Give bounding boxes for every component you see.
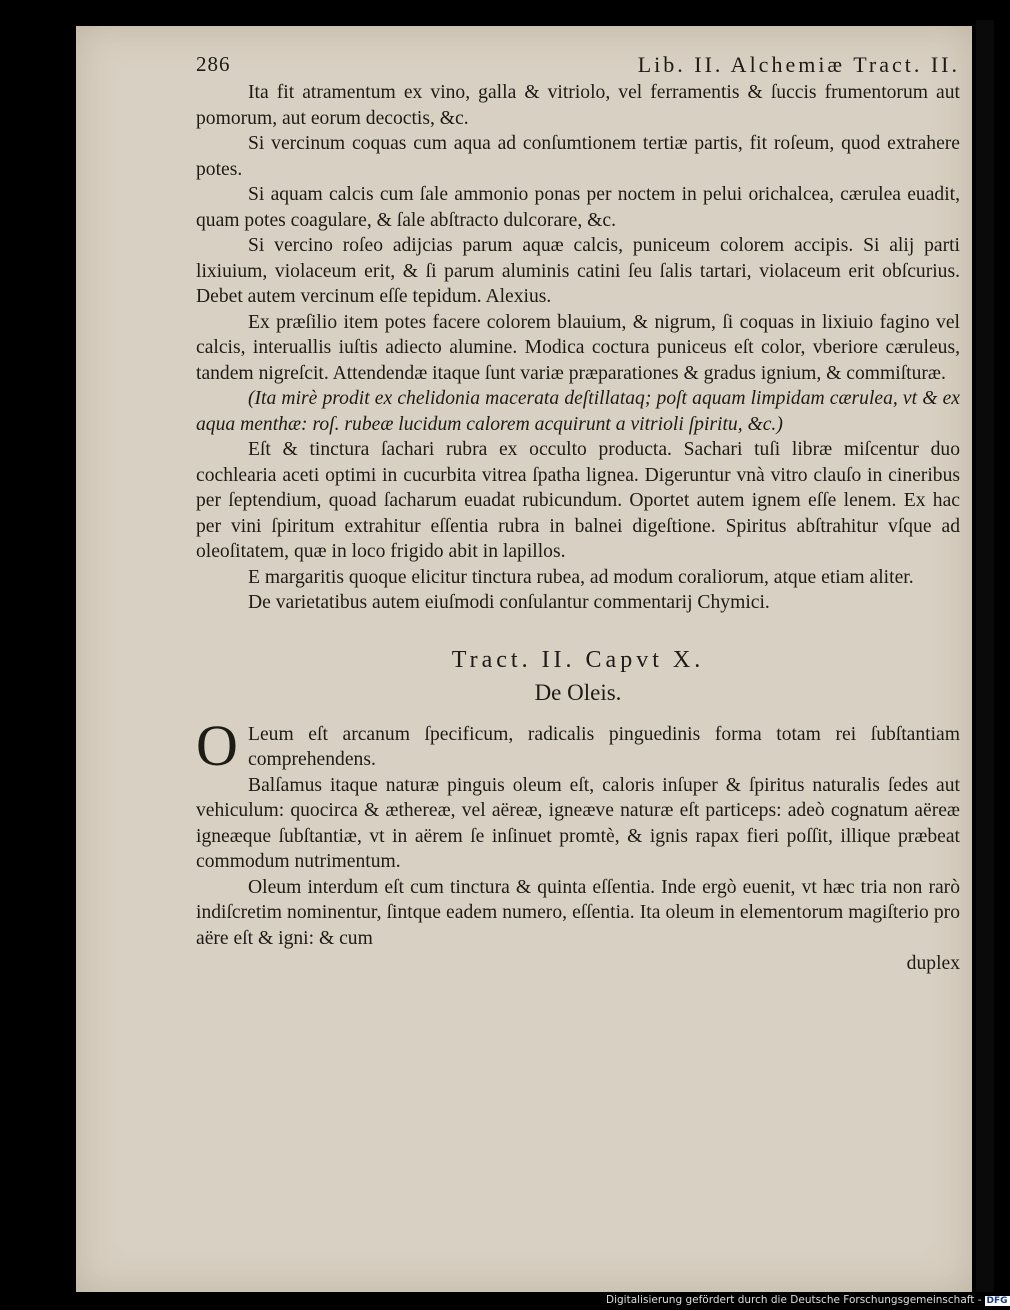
drop-cap: O bbox=[196, 712, 238, 778]
opening-paragraph bbox=[196, 712, 960, 778]
page-edge bbox=[976, 20, 994, 1292]
digitization-footer bbox=[606, 1294, 1010, 1306]
paragraph: Ex præſilio item potes facere colorem blauium, & nigrum, ſi coquas in lixiuio fagino vel calcis, interuallis iuſtis adiecto alumine. Modica coctura puniceus eſt color, vberiore cæruleus, tandem nigreſcit. Attendendæ itaque ſunt variæ præparationes & gradus ignium, & commiſturæ. bbox=[196, 311, 960, 384]
paragraph: E margaritis quoque elicitur tinctura rubea, ad modum coraliorum, atque etiam aliter. bbox=[248, 566, 914, 588]
paragraph: Si vercinum coquas cum aqua ad conſumtionem tertiæ partis, fit roſeum, quod extrahere potes. bbox=[196, 133, 960, 180]
paragraph: Si vercino roſeo adijcias parum aquæ calcis, puniceum colorem accipis. Si alij parti lixiuium, violaceum erit, & ſi parum aluminis catini ſeu ſalis tartari, violaceum erit obſcurius. Debet autem vercinum eſſe tepidum. Alexius. bbox=[196, 235, 960, 307]
page-content bbox=[196, 52, 960, 977]
paragraph: Oleum interdum eſt cum tinctura & quinta eſſentia. Inde ergò euenit, vt hæc tria non rarò indiſcretim nominentur, ſintque eadem numero, eſſentia. Ita oleum in elementorum magiſterio pro aëre eſt & igni: & cum bbox=[196, 876, 960, 949]
dfg-logo: DFG bbox=[986, 1296, 1008, 1306]
running-title: Lib. II. Alchemiæ Tract. II. bbox=[637, 52, 960, 77]
italic-note: (Ita mirè prodit ex chelidonia macerata deſtillataq; poſt aquam limpidam cærulea, vt & ex aqua menthæ: roſ. rubeæ lucidum calorem acquirunt a vitrioli ſpiritu, &c.) bbox=[196, 388, 960, 435]
paragraph: De varietatibus autem eiuſmodi conſulantur commentarij Chymici. bbox=[248, 592, 770, 613]
catchword: duplex bbox=[906, 953, 960, 974]
paragraph: Balſamus itaque naturæ pinguis oleum eſt, caloris inſuper & ſpiritus naturalis ſedes aut vehiculum: quocirca & æthereæ, vel aëreæ, igneæve naturæ eſt particeps: adeò cognatum aëreæ igneæque ſubſtantiæ, vt in aërem ſe inſinuet promtè, & ignis rapax fieri poſſit, illique præbeat commodum nutrimentum. bbox=[196, 774, 960, 872]
paragraph: Ita fit atramentum ex vino, galla & vitriolo, vel ferramentis & ſuccis frumentorum aut pomorum, aut eorum decoctis, &c. bbox=[196, 82, 960, 129]
page-number: 286 bbox=[196, 52, 231, 76]
chapter-title: Tract. II. Capvt X. bbox=[451, 646, 705, 673]
page-header bbox=[196, 52, 960, 78]
footer-text: Digitalisierung gefördert durch die Deutsche Forschungsgemeinschaft - bbox=[606, 1294, 982, 1306]
chapter-subtitle: De Oleis. bbox=[534, 679, 622, 705]
paragraph: Si aquam calcis cum ſale ammonio ponas per noctem in pelui orichalcea, cærulea euadit, quam potes coagulare, & ſale abſtracto dulcorare, &c. bbox=[196, 184, 960, 231]
paragraph: Leum eſt arcanum ſpecificum, radicalis pinguedinis forma totam rei ſubſtantiam comprehendens. bbox=[248, 723, 960, 770]
paragraph: Eſt & tinctura ſachari rubra ex occulto producta. Sachari tuſi libræ miſcentur duo cochlearia aceti optimi in cucurbita vitrea ſpatha lignea. Digeruntur vnà vitro clauſo in cineribus per ſeptendium, quoad ſacharum euadat rubicundum. Oportet autem ignem eſſe lenem. Ex hac per vini ſpiritum extrahitur eſſentia rubra in balnei digeſtione. Spiritus abſtrahitur vſque ad oleoſitatem, quæ in loco frigido abit in lapillos. bbox=[196, 439, 960, 562]
